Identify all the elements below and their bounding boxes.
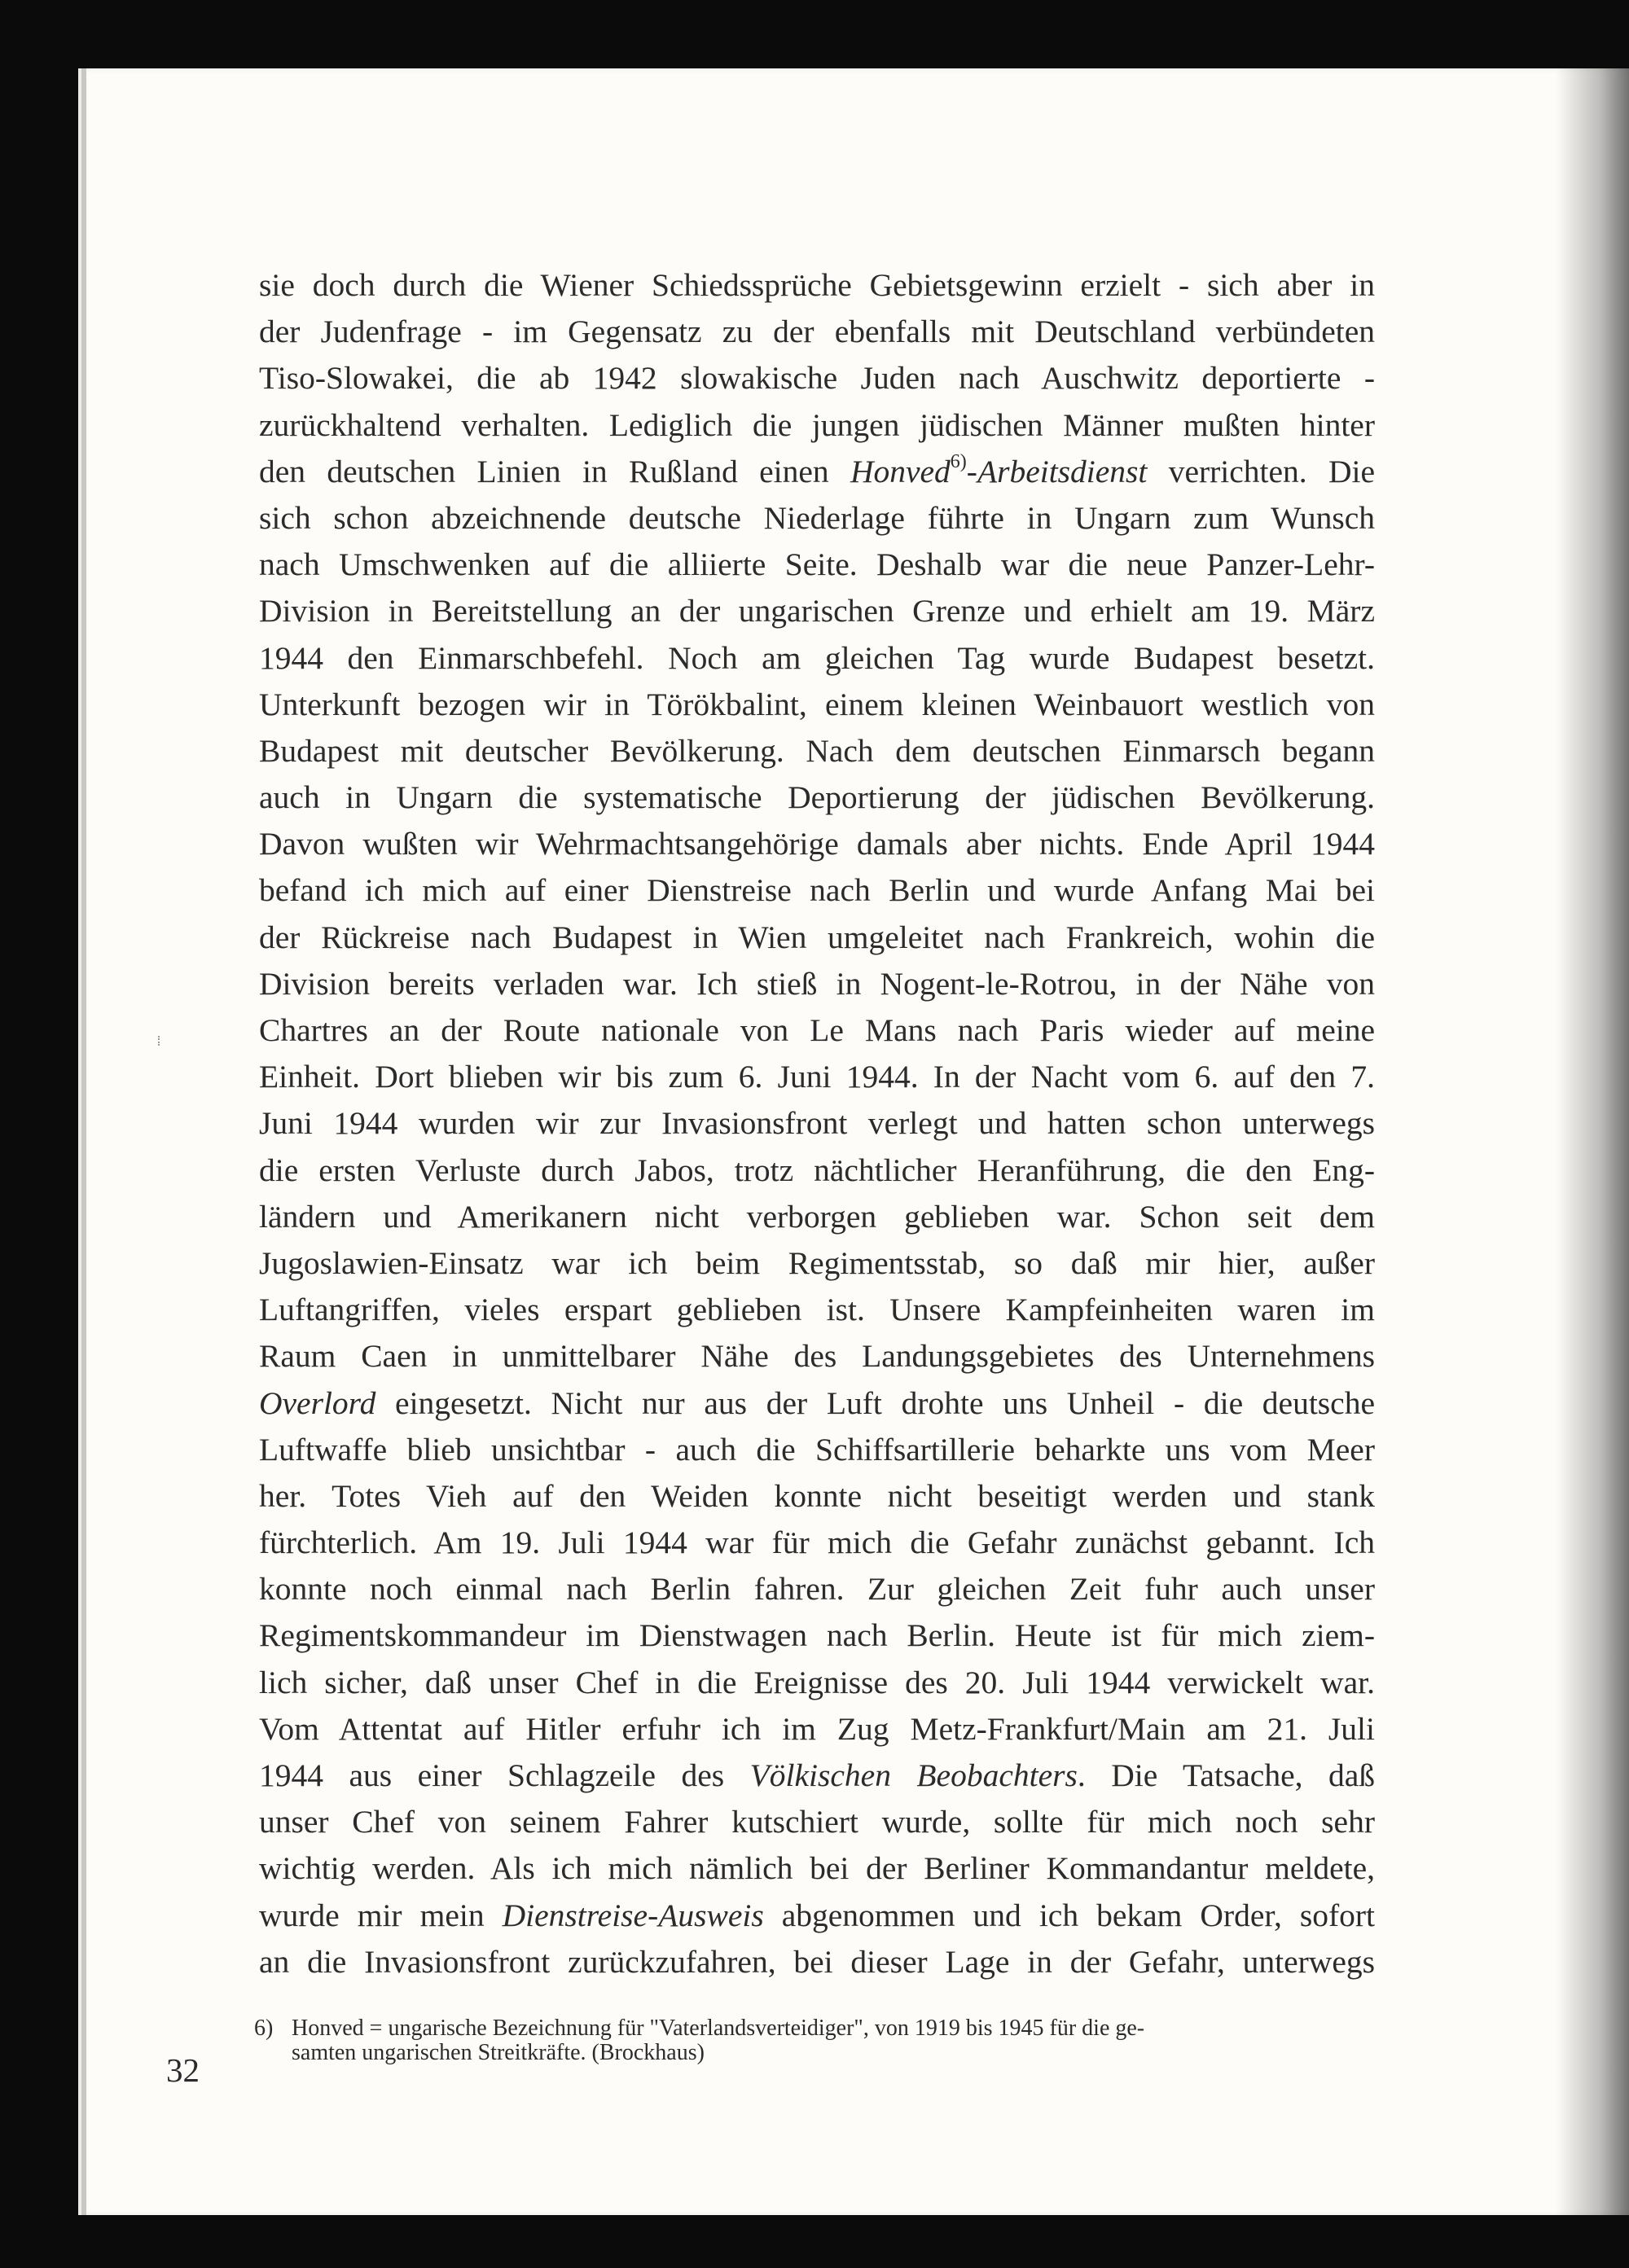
text-line bbox=[259, 1380, 1375, 1427]
text-run: abgenommen und ich bekam Order, sofort bbox=[763, 1897, 1376, 1933]
text-run: Tiso-Slowakei, die ab 1942 slowakische Juden nach Auschwitz deportierte - bbox=[259, 360, 1375, 397]
text-run: 1944 den Einmarschbefehl. Noch am gleichen Tag wurde Budapest besetzt. bbox=[259, 639, 1375, 676]
text-line bbox=[259, 1333, 1375, 1380]
text-run: der Rückreise nach Budapest in Wien umgeleitet nach Frankreich, wohin die bbox=[259, 919, 1375, 955]
text-run: konnte noch einmal nach Berlin fahren. Zur gleichen Zeit fuhr auch unser bbox=[259, 1571, 1375, 1608]
text-line bbox=[259, 728, 1375, 774]
footnote-reference: 6) bbox=[950, 450, 967, 472]
text-line bbox=[259, 1194, 1375, 1240]
text-run: Luftangriffen, vieles erspart geblieben ist. Unsere Kampfeinheiten waren im bbox=[259, 1292, 1375, 1328]
text-run: sich schon abzeichnende deutsche Niederlage führte in Ungarn zum Wunsch bbox=[259, 499, 1375, 536]
text-run: Jugoslawien-Einsatz war ich beim Regimentsstab, so daß mir hier, außer bbox=[259, 1244, 1375, 1281]
text-line bbox=[259, 542, 1375, 588]
italic-text: Honved bbox=[850, 453, 951, 489]
text-line bbox=[259, 1427, 1375, 1473]
text-run: der Judenfrage - im Gegensatz zu der ebenfalls mit Deutschland verbündeten bbox=[259, 314, 1375, 350]
footnote bbox=[254, 2016, 1377, 2065]
text-line bbox=[259, 402, 1375, 449]
text-run: Davon wußten wir Wehrmachtsangehörige damals aber nichts. Ende April 1944 bbox=[259, 826, 1375, 862]
text-line bbox=[259, 1706, 1375, 1753]
text-line bbox=[259, 915, 1375, 961]
text-line bbox=[259, 1939, 1375, 1985]
text-line bbox=[259, 309, 1375, 355]
text-line bbox=[259, 1799, 1375, 1845]
text-run: unser Chef von seinem Fahrer kutschiert wurde, sollte für mich noch sehr bbox=[259, 1804, 1375, 1840]
text-line bbox=[259, 774, 1375, 821]
text-run: eingesetzt. Nicht nur aus der Luft drohte uns Unheil - die deutsche bbox=[375, 1384, 1375, 1421]
text-run: Unterkunft bezogen wir in Törökbalint, einem kleinen Weinbauort westlich von bbox=[259, 686, 1375, 722]
page-curl-shadow bbox=[1556, 68, 1629, 2215]
text-line bbox=[259, 1240, 1375, 1287]
text-run: nach Umschwenken auf die alliierte Seite. Deshalb war die neue Panzer-Lehr- bbox=[259, 546, 1375, 583]
footnote-body bbox=[292, 2016, 1377, 2065]
italic-text: Völkischen Beobachters bbox=[749, 1757, 1078, 1793]
text-run: Budapest mit deutscher Bevölkerung. Nach dem deutschen Einmarsch begann bbox=[259, 732, 1375, 769]
text-line bbox=[259, 495, 1375, 542]
text-line bbox=[259, 635, 1375, 682]
text-line bbox=[259, 355, 1375, 401]
text-run: ländern und Amerikanern nicht verborgen geblieben war. Schon seit dem bbox=[259, 1198, 1375, 1235]
text-run: Juni 1944 wurden wir zur Invasionsfront verlegt und hatten schon unterwegs bbox=[259, 1105, 1375, 1142]
text-line bbox=[259, 1753, 1375, 1799]
text-line bbox=[259, 1007, 1375, 1054]
italic-text: Dienstreise-Ausweis bbox=[502, 1897, 764, 1933]
text-run: an die Invasionsfront zurückzufahren, bei dieser Lage in der Gefahr, unterwegs bbox=[259, 1943, 1375, 1980]
text-run: lich sicher, daß unser Chef in die Ereignisse des 20. Juli 1944 verwickelt war. bbox=[259, 1664, 1375, 1700]
text-line bbox=[259, 588, 1375, 634]
text-run: . Die Tatsache, daß bbox=[1077, 1757, 1375, 1793]
text-run: 1944 aus einer Schlagzeile des bbox=[259, 1757, 750, 1793]
text-line bbox=[259, 1520, 1375, 1566]
text-run: wichtig werden. Als ich mich nämlich bei der Berliner Kommandantur meldete, bbox=[259, 1850, 1375, 1887]
italic-text: -Arbeitsdienst bbox=[966, 453, 1148, 489]
body-text bbox=[259, 262, 1375, 1985]
text-run: fürchterlich. Am 19. Juli 1944 war für mich die Gefahr zunächst gebannt. Ich bbox=[259, 1524, 1375, 1561]
footnote-line: samten ungarischen Streitkräfte. (Brockhaus) bbox=[292, 2040, 705, 2065]
text-line bbox=[259, 262, 1375, 309]
text-line bbox=[259, 682, 1375, 728]
text-line bbox=[259, 1473, 1375, 1520]
text-run: auch in Ungarn die systematische Deportierung der jüdischen Bevölkerung. bbox=[259, 779, 1375, 816]
italic-text: Overlord bbox=[259, 1384, 376, 1421]
page-number: 32 bbox=[166, 2051, 200, 2089]
text-run: verrichten. Die bbox=[1147, 453, 1375, 489]
text-run: wurde mir mein bbox=[259, 1897, 503, 1933]
text-run: sie doch durch die Wiener Schiedssprüche Gebietsgewinn erzielt - sich aber in bbox=[259, 267, 1375, 303]
text-run: Regimentskommandeur im Dienstwagen nach Berlin. Heute ist für mich ziem- bbox=[259, 1617, 1375, 1654]
text-run: Einheit. Dort blieben wir bis zum 6. Juni 1944. In der Nacht vom 6. auf den 7. bbox=[259, 1059, 1375, 1095]
page-binding-edge bbox=[81, 68, 86, 2215]
text-run: Chartres an der Route nationale von Le Mans nach Paris wieder auf meine bbox=[259, 1012, 1375, 1048]
text-line bbox=[259, 449, 1375, 495]
text-run: Division in Bereitstellung an der ungarischen Grenze und erhielt am 19. März bbox=[259, 593, 1375, 630]
text-run: die ersten Verluste durch Jabos, trotz nächtlicher Heranführung, die den Eng- bbox=[259, 1152, 1375, 1188]
text-line bbox=[259, 1612, 1375, 1659]
footnote-line: Honved = ungarische Bezeichnung für "Vaterlandsverteidiger", von 1919 bis 1945 für die ge- bbox=[292, 2016, 1145, 2041]
text-run: Division bereits verladen war. Ich stieß in Nogent-le-Rotrou, in der Nähe von bbox=[259, 965, 1375, 1002]
text-line bbox=[259, 1287, 1375, 1333]
text-run: her. Totes Vieh auf den Weiden konnte nicht beseitigt werden und stank bbox=[259, 1477, 1375, 1514]
text-line bbox=[259, 1893, 1375, 1939]
text-line bbox=[259, 1566, 1375, 1612]
text-run: Luftwaffe blieb unsichtbar - auch die Schiffsartillerie beharkte uns vom Meer bbox=[259, 1431, 1375, 1467]
text-run: Vom Attentat auf Hitler erfuhr ich im Zug Metz-Frankfurt/Main am 21. Juli bbox=[259, 1710, 1375, 1747]
text-line bbox=[259, 1054, 1375, 1100]
text-line bbox=[259, 1100, 1375, 1147]
margin-mark bbox=[158, 1036, 165, 1046]
text-line bbox=[259, 867, 1375, 914]
text-line bbox=[259, 961, 1375, 1007]
text-run: befand ich mich auf einer Dienstreise nach Berlin und wurde Anfang Mai bei bbox=[259, 872, 1375, 909]
text-run: Raum Caen in unmittelbarer Nähe des Landungsgebietes des Unternehmens bbox=[259, 1338, 1375, 1375]
text-line bbox=[259, 1147, 1375, 1194]
text-line bbox=[259, 1845, 1375, 1892]
text-run: den deutschen Linien in Rußland einen bbox=[259, 453, 850, 489]
text-run: zurückhaltend verhalten. Lediglich die jungen jüdischen Männer mußten hinter bbox=[259, 406, 1375, 443]
text-line bbox=[259, 1660, 1375, 1706]
footnote-number: 6) bbox=[254, 2016, 274, 2041]
text-line bbox=[259, 821, 1375, 867]
